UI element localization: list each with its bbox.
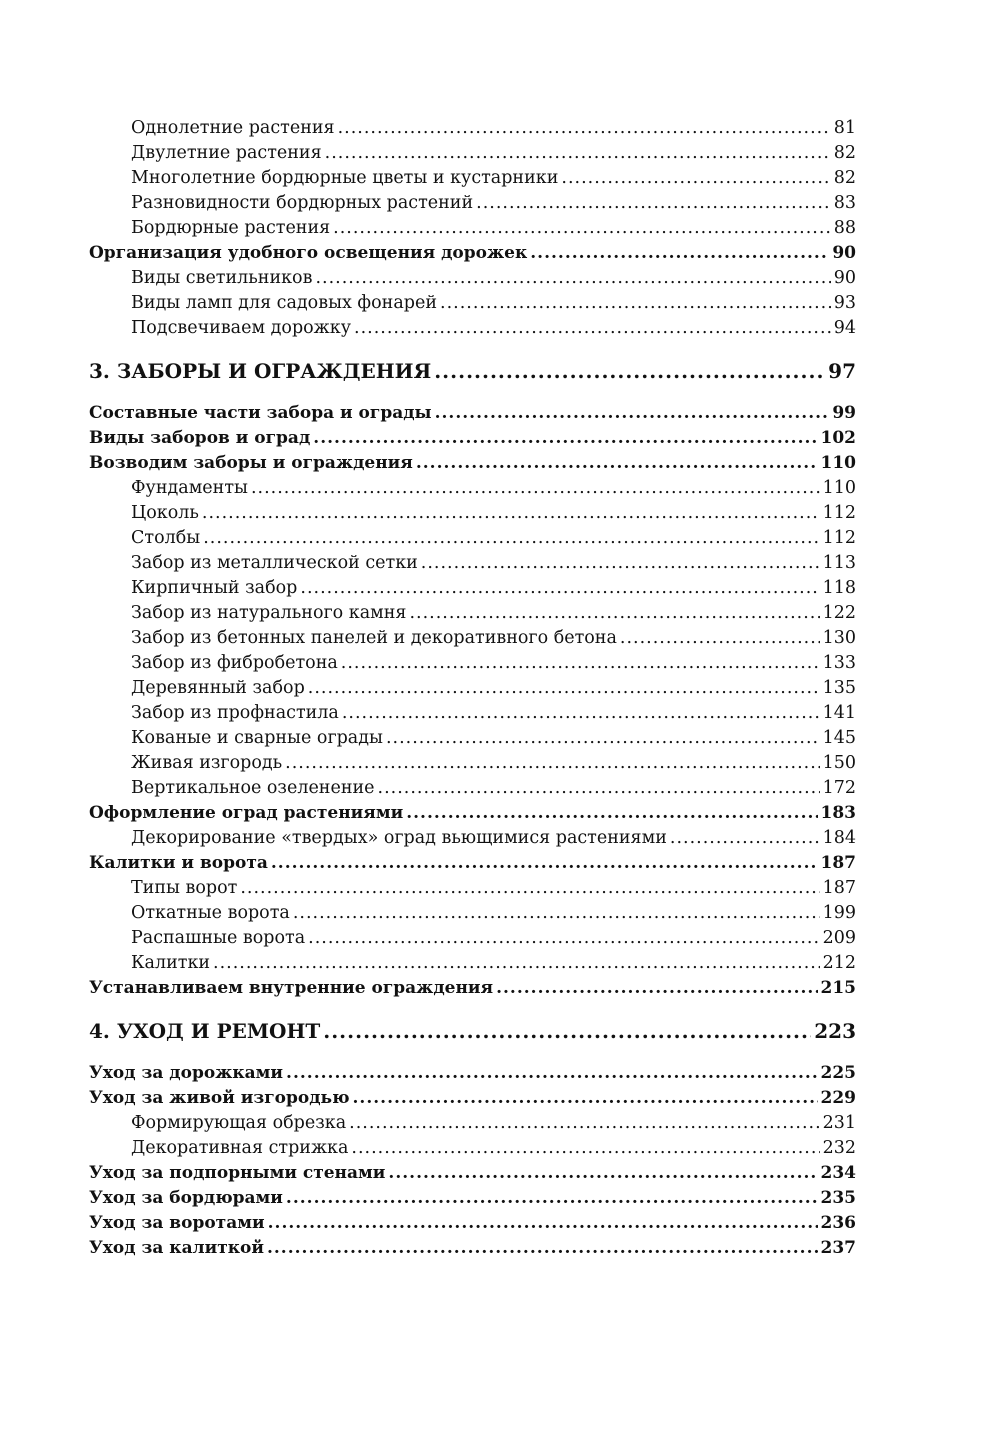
toc-section-entry	[89, 801, 856, 826]
toc-entry-title: Уход за воротами	[89, 1213, 265, 1233]
toc-subsection-entry	[89, 501, 856, 526]
dot-leader	[342, 701, 820, 726]
toc-page-number: 223	[814, 1019, 856, 1043]
toc-subsection-entry	[89, 626, 856, 651]
toc-entry-title: Уход за бордюрами	[89, 1188, 283, 1208]
dot-leader	[240, 876, 819, 901]
toc-subsection-entry	[89, 651, 856, 676]
toc-page-number: 110	[822, 478, 856, 498]
toc-page-number: 235	[820, 1188, 856, 1208]
dot-leader	[203, 526, 819, 551]
dot-leader	[476, 191, 831, 216]
dot-leader	[341, 651, 820, 676]
toc-page-number: 135	[822, 678, 856, 698]
toc-page-number: 229	[820, 1088, 856, 1108]
toc-subsection-entry	[89, 141, 856, 166]
toc-entry-title: Забор из бетонных панелей и декоративного бетона	[131, 628, 617, 648]
dot-leader	[620, 626, 820, 651]
toc-entry-title: Фундаменты	[131, 478, 248, 498]
dot-leader	[271, 851, 818, 876]
toc-entry-title: Калитки	[131, 953, 211, 973]
dot-leader	[434, 357, 825, 382]
toc-page-number: 88	[833, 218, 856, 238]
dot-leader	[313, 426, 817, 451]
dot-leader	[286, 1061, 817, 1086]
toc-entry-title: Кованые и сварные ограды	[131, 728, 383, 748]
toc-entry-title: Организация удобного освещения дорожек	[89, 243, 528, 263]
toc-entry-title: Бордюрные растения	[131, 218, 331, 238]
toc-entry-title: Деревянный забор	[131, 678, 305, 698]
toc-subsection-entry	[89, 526, 856, 551]
toc-page-number: 234	[820, 1163, 856, 1183]
toc-entry-title: 4. УХОД И РЕМОНТ	[89, 1019, 321, 1043]
dot-leader	[496, 976, 817, 1001]
toc-entry-title: Уход за калиткой	[89, 1238, 264, 1258]
toc-entry-title: Двулетние растения	[131, 143, 322, 163]
toc-entry-title: Уход за подпорными стенами	[89, 1163, 386, 1183]
toc-page-number: 112	[822, 528, 856, 548]
toc-subsection-entry	[89, 316, 856, 341]
toc-subsection-entry	[89, 476, 856, 501]
toc-page-number: 97	[828, 359, 856, 383]
toc-chapter-heading	[89, 357, 856, 385]
dot-leader	[386, 726, 820, 751]
toc-subsection-entry	[89, 1136, 856, 1161]
toc-section-entry	[89, 401, 856, 426]
toc-subsection-entry	[89, 901, 856, 926]
toc-page-number: 133	[822, 653, 856, 673]
toc-subsection-entry	[89, 876, 856, 901]
toc-subsection-entry	[89, 576, 856, 601]
toc-entry-title: Подсвечиваем дорожку	[131, 318, 352, 338]
dot-leader	[285, 751, 819, 776]
toc-section-entry	[89, 451, 856, 476]
toc-page-number: 113	[822, 553, 856, 573]
toc-entry-title: Устанавливаем внутренние ограждения	[89, 978, 494, 998]
toc-subsection-entry	[89, 191, 856, 216]
toc-page-number: 187	[822, 878, 856, 898]
toc-subsection-entry	[89, 926, 856, 951]
toc-section-entry	[89, 1161, 856, 1186]
toc-page-number: 82	[833, 168, 856, 188]
dot-leader	[325, 141, 831, 166]
dot-leader	[406, 801, 817, 826]
toc-page-number: 215	[820, 978, 856, 998]
dot-leader	[308, 926, 819, 951]
dot-leader	[409, 601, 819, 626]
toc-page-number: 94	[833, 318, 856, 338]
toc-page-number: 82	[833, 143, 856, 163]
toc-entry-title: Типы ворот	[131, 878, 238, 898]
toc-page-number: 183	[820, 803, 856, 823]
dot-leader	[333, 216, 831, 241]
dot-leader	[338, 116, 831, 141]
toc-page-number: 130	[822, 628, 856, 648]
toc-page-number: 93	[833, 293, 856, 313]
toc-subsection-entry	[89, 776, 856, 801]
toc-subsection-entry	[89, 116, 856, 141]
dot-leader	[286, 1186, 818, 1211]
toc-subsection-entry	[89, 551, 856, 576]
toc-section-entry	[89, 1086, 856, 1111]
toc-page-number: 145	[822, 728, 856, 748]
toc-entry-title: Виды ламп для садовых фонарей	[131, 293, 437, 313]
dot-leader	[530, 241, 829, 266]
toc-page-number: 150	[822, 753, 856, 773]
dot-leader	[300, 576, 819, 601]
toc-page-number: 225	[820, 1063, 856, 1083]
dot-leader	[561, 166, 830, 191]
dot-leader	[268, 1211, 818, 1236]
toc-entry-title: Возводим заборы и ограждения	[89, 453, 413, 473]
toc-entry-title: Столбы	[131, 528, 201, 548]
toc-page-number: 199	[822, 903, 856, 923]
toc-subsection-entry	[89, 751, 856, 776]
toc-entry-title: Оформление оград растениями	[89, 803, 404, 823]
toc-subsection-entry	[89, 951, 856, 976]
dot-leader	[323, 1017, 811, 1042]
dot-leader	[251, 476, 820, 501]
toc-subsection-entry	[89, 266, 856, 291]
toc-page-number: 236	[820, 1213, 856, 1233]
toc-section-entry	[89, 1211, 856, 1236]
toc-subsection-entry	[89, 166, 856, 191]
toc-entry-title: Однолетние растения	[131, 118, 335, 138]
toc-entry-title: Уход за живой изгородью	[89, 1088, 350, 1108]
dot-leader	[670, 826, 820, 851]
toc-entry-title: Забор из металлической сетки	[131, 553, 418, 573]
toc-entry-title: Уход за дорожками	[89, 1063, 284, 1083]
toc-page-number: 184	[822, 828, 856, 848]
toc-subsection-entry	[89, 826, 856, 851]
toc-subsection-entry	[89, 216, 856, 241]
toc-entry-title: Кирпичный забор	[131, 578, 298, 598]
toc-entry-title: Живая изгородь	[131, 753, 283, 773]
toc-entry-title: Калитки и ворота	[89, 853, 268, 873]
toc-page-number: 237	[820, 1238, 856, 1258]
dot-leader	[315, 266, 830, 291]
dot-leader	[435, 401, 830, 426]
toc-section-entry	[89, 241, 856, 266]
toc-page-number: 81	[833, 118, 856, 138]
dot-leader	[440, 291, 831, 316]
toc-page-number: 141	[822, 703, 856, 723]
toc-subsection-entry	[89, 726, 856, 751]
toc-entry-title: Многолетние бордюрные цветы и кустарники	[131, 168, 559, 188]
dot-leader	[421, 551, 820, 576]
toc-section-entry	[89, 1061, 856, 1086]
toc-entry-title: Виды светильников	[131, 268, 313, 288]
dot-leader	[213, 951, 820, 976]
toc-page-number: 122	[822, 603, 856, 623]
toc-entry-title: Виды заборов и оград	[89, 428, 311, 448]
toc-page-number: 172	[822, 778, 856, 798]
toc-entry-title: Вертикальное озеленение	[131, 778, 375, 798]
dot-leader	[202, 501, 820, 526]
dot-leader	[349, 1111, 819, 1136]
toc-page-number: 209	[822, 928, 856, 948]
dot-leader	[293, 901, 820, 926]
toc-page-number: 90	[833, 268, 856, 288]
toc-entry-title: Откатные ворота	[131, 903, 290, 923]
toc-page-number: 112	[822, 503, 856, 523]
dot-leader	[267, 1236, 818, 1261]
toc-subsection-entry	[89, 676, 856, 701]
dot-leader	[416, 451, 818, 476]
toc-section-entry	[89, 1236, 856, 1261]
toc-page-number: 118	[822, 578, 856, 598]
toc-entry-title: Декорирование «твердых» оград вьющимися растениями	[131, 828, 667, 848]
toc-page-number: 99	[832, 403, 856, 423]
dot-leader	[308, 676, 820, 701]
toc-page-number: 231	[822, 1113, 856, 1133]
dot-leader	[351, 1136, 819, 1161]
toc-subsection-entry	[89, 601, 856, 626]
dot-leader	[388, 1161, 817, 1186]
toc-page-number: 83	[833, 193, 856, 213]
toc-subsection-entry	[89, 1111, 856, 1136]
toc-entry-title: Цоколь	[131, 503, 199, 523]
dot-leader	[353, 1086, 818, 1111]
toc-entry-title: Составные части забора и ограды	[89, 403, 432, 423]
toc-page-number: 232	[822, 1138, 856, 1158]
toc-entry-title: Формирующая обрезка	[131, 1113, 347, 1133]
toc-entry-title: Разновидности бордюрных растений	[131, 193, 474, 213]
toc-section-entry	[89, 1186, 856, 1211]
toc-entry-title: Декоративная стрижка	[131, 1138, 349, 1158]
toc-page-number: 102	[820, 428, 856, 448]
toc-subsection-entry	[89, 701, 856, 726]
toc-entry-title: Забор из натурального камня	[131, 603, 407, 623]
toc-entry-title: Забор из профнастила	[131, 703, 339, 723]
toc-section-entry	[89, 851, 856, 876]
toc-section-entry	[89, 976, 856, 1001]
table-of-contents	[89, 116, 856, 1261]
toc-chapter-heading	[89, 1017, 856, 1045]
toc-subsection-entry	[89, 291, 856, 316]
toc-entry-title: Забор из фибробетона	[131, 653, 338, 673]
dot-leader	[354, 316, 831, 341]
toc-entry-title: Распашные ворота	[131, 928, 306, 948]
toc-page-number: 212	[822, 953, 856, 973]
toc-page-number: 110	[820, 453, 856, 473]
toc-page-number: 90	[832, 243, 856, 263]
toc-page-number: 187	[820, 853, 856, 873]
dot-leader	[378, 776, 820, 801]
toc-entry-title: 3. ЗАБОРЫ И ОГРАЖДЕНИЯ	[89, 359, 432, 383]
toc-section-entry	[89, 426, 856, 451]
